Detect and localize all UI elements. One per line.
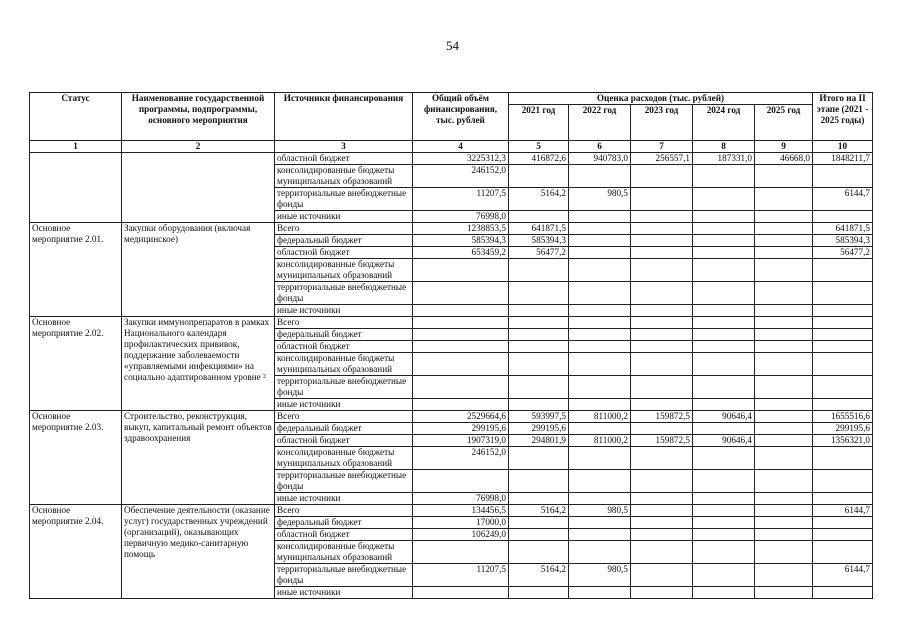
source-cell: Всего [275,223,413,235]
year-cell [693,282,755,305]
year-cell [631,188,693,211]
stage-total-cell [813,305,873,317]
year-cell [693,211,755,223]
source-cell: консолидированные бюджеты муниципальных образований [275,165,413,188]
year-cell: 187331,0 [693,153,755,165]
year-cell [569,235,631,247]
year-cell: 90646,4 [693,411,755,423]
stage-total-cell [813,165,873,188]
year-cell [569,399,631,411]
year-cell [693,423,755,435]
year-cell [693,247,755,259]
year-cell: 980,5 [569,188,631,211]
year-cell [755,493,813,505]
year-cell [569,247,631,259]
stage-total-cell: 585394,3 [813,235,873,247]
year-cell [569,282,631,305]
year-cell [755,529,813,541]
year-cell: 46668,0 [755,153,813,165]
stage-total-cell [813,317,873,329]
year-cell [755,329,813,341]
year-cell [693,529,755,541]
total-cell [413,305,509,317]
source-cell: территориальные внебюджетные фонды [275,470,413,493]
source-cell: консолидированные бюджеты муниципальных образований [275,259,413,282]
stage-total-cell [813,376,873,399]
source-cell: областной бюджет [275,529,413,541]
total-cell [413,376,509,399]
source-cell: иные источники [275,493,413,505]
year-cell: 811000,2 [569,411,631,423]
header-year: 2022 год [569,105,631,141]
year-cell [509,211,569,223]
stage-total-cell [813,529,873,541]
year-cell [569,165,631,188]
total-cell: 106249,0 [413,529,509,541]
total-cell [413,329,509,341]
year-cell [569,423,631,435]
year-cell: 641871,5 [509,223,569,235]
source-cell: Всего [275,411,413,423]
table-header [30,93,873,153]
year-cell [569,447,631,470]
year-cell [631,447,693,470]
source-cell: иные источники [275,305,413,317]
source-cell: областной бюджет [275,435,413,447]
stage-total-cell [813,282,873,305]
total-cell: 1907319,0 [413,435,509,447]
year-cell [693,376,755,399]
stage-total-cell: 1655516,6 [813,411,873,423]
column-number: 7 [631,141,693,153]
source-cell: федеральный бюджет [275,235,413,247]
table-body [30,153,873,599]
total-cell [413,399,509,411]
year-cell [693,541,755,564]
year-cell [755,470,813,493]
year-cell [631,329,693,341]
year-cell [631,259,693,282]
stage-total-cell: 56477,2 [813,247,873,259]
stage-total-cell [813,399,873,411]
stage-total-cell [813,211,873,223]
year-cell [755,305,813,317]
source-cell: иные источники [275,587,413,599]
source-cell: федеральный бюджет [275,329,413,341]
year-cell [631,235,693,247]
year-cell [569,470,631,493]
total-cell [413,353,509,376]
header-year: 2021 год [509,105,569,141]
total-cell [413,587,509,599]
source-cell: иные источники [275,399,413,411]
table-row [30,223,873,235]
source-cell: иные источники [275,211,413,223]
total-cell: 134456,5 [413,505,509,517]
year-cell: 5164,2 [509,505,569,517]
stage-total-cell [813,353,873,376]
year-cell [631,317,693,329]
year-cell [631,282,693,305]
year-cell: 5164,2 [509,188,569,211]
year-cell [755,587,813,599]
table-row [30,411,873,423]
year-cell [631,223,693,235]
year-cell: 980,5 [569,564,631,587]
year-cell [509,282,569,305]
year-cell [569,529,631,541]
column-number: 9 [755,141,813,153]
source-cell: территориальные внебюджетные фонды [275,188,413,211]
source-cell: территориальные внебюджетные фонды [275,282,413,305]
year-cell: 940783,0 [569,153,631,165]
column-number: 2 [122,141,275,153]
stage-total-cell [813,517,873,529]
source-cell: консолидированные бюджеты муниципальных образований [275,353,413,376]
year-cell: 416872,6 [509,153,569,165]
header-year: 2025 год [755,105,813,141]
year-cell [631,493,693,505]
header-year: 2023 год [631,105,693,141]
source-cell: областной бюджет [275,247,413,259]
year-cell [569,211,631,223]
year-cell [693,505,755,517]
stage-total-cell [813,493,873,505]
year-cell [631,564,693,587]
year-cell [755,211,813,223]
year-cell [631,505,693,517]
year-cell [509,329,569,341]
year-cell: 980,5 [569,505,631,517]
status-cell: Основное мероприятие 2.02. [30,317,122,411]
year-cell [631,247,693,259]
year-cell [693,564,755,587]
year-cell [509,517,569,529]
year-cell [693,329,755,341]
total-cell [413,341,509,353]
column-number: 4 [413,141,509,153]
year-cell [509,317,569,329]
year-cell [693,399,755,411]
total-cell [413,470,509,493]
year-cell [631,165,693,188]
year-cell [631,399,693,411]
total-cell: 11207,5 [413,564,509,587]
year-cell: 585394,3 [509,235,569,247]
stage-total-cell: 1848211,7 [813,153,873,165]
year-cell [693,165,755,188]
year-cell [569,541,631,564]
total-cell [413,317,509,329]
total-cell: 76998,0 [413,493,509,505]
year-cell [569,517,631,529]
year-cell [693,470,755,493]
source-cell: Всего [275,317,413,329]
stage-total-cell [813,341,873,353]
column-number-row [30,141,873,153]
status-cell: Основное мероприятие 2.04. [30,505,122,599]
year-cell [755,376,813,399]
year-cell [755,411,813,423]
year-cell [755,447,813,470]
total-cell: 17000,0 [413,517,509,529]
year-cell [755,165,813,188]
year-cell: 294801,9 [509,435,569,447]
stage-total-cell: 6144,7 [813,188,873,211]
year-cell: 90646,4 [693,435,755,447]
year-cell [693,235,755,247]
source-cell: федеральный бюджет [275,423,413,435]
table-row [30,153,873,165]
year-cell [631,376,693,399]
year-cell [755,223,813,235]
year-cell [509,541,569,564]
year-cell [631,305,693,317]
activity-name-cell: Закупки оборудования (включая медицинское) [122,223,275,317]
year-cell [755,317,813,329]
stage-total-cell [813,447,873,470]
year-cell [509,587,569,599]
source-cell: областной бюджет [275,153,413,165]
year-cell [509,353,569,376]
year-cell [569,223,631,235]
stage-total-cell [813,329,873,341]
year-cell [693,447,755,470]
total-cell: 299195,6 [413,423,509,435]
year-cell [509,376,569,399]
year-cell [755,235,813,247]
name-cell [122,153,275,223]
activity-name-cell: Обеспечение деятельности (оказание услуг) государственных учреждений (организаций), оказывающих первичную медико-санитарную помощь [122,505,275,599]
year-cell [693,353,755,376]
header-year: 2024 год [693,105,755,141]
year-cell [755,188,813,211]
column-number: 3 [275,141,413,153]
stage-total-cell: 299195,6 [813,423,873,435]
header-sources: Источники финансирования [275,93,413,141]
year-cell [509,529,569,541]
year-cell: 159872,5 [631,435,693,447]
year-cell [755,341,813,353]
year-cell [569,259,631,282]
year-cell [509,470,569,493]
activity-name-cell: Закупки иммунопрепаратов в рамках Национального календаря профилактических прививок, поддержание заболеваемости «управляемыми инфекциями» на социально адаптированном уровне ² [122,317,275,411]
source-cell: областной бюджет [275,341,413,353]
total-cell: 76998,0 [413,211,509,223]
source-cell: консолидированные бюджеты муниципальных образований [275,447,413,470]
year-cell: 256557,1 [631,153,693,165]
column-number: 8 [693,141,755,153]
year-cell [755,517,813,529]
header-total: Общий объём финансирования, тыс. рублей [413,93,509,141]
stage-total-cell [813,470,873,493]
year-cell [693,259,755,282]
year-cell: 299195,6 [509,423,569,435]
year-cell [755,564,813,587]
year-cell [569,317,631,329]
total-cell [413,541,509,564]
year-cell [755,541,813,564]
year-cell [631,423,693,435]
stage-total-cell [813,541,873,564]
total-cell: 246152,0 [413,447,509,470]
year-cell: 5164,2 [509,564,569,587]
year-cell [693,587,755,599]
year-cell [693,493,755,505]
year-cell [569,493,631,505]
header-stage-total: Итого на II этапе (2021 - 2025 годы) [813,93,873,141]
total-cell: 585394,3 [413,235,509,247]
year-cell: 159872,5 [631,411,693,423]
year-cell [631,341,693,353]
year-cell [693,188,755,211]
header-status: Статус [30,93,122,141]
year-cell [755,435,813,447]
year-cell [509,305,569,317]
year-cell [755,423,813,435]
year-cell [755,247,813,259]
total-cell: 3225312,3 [413,153,509,165]
source-cell: Всего [275,505,413,517]
status-cell: Основное мероприятие 2.03. [30,411,122,505]
year-cell [569,329,631,341]
year-cell [509,447,569,470]
stage-total-cell: 641871,5 [813,223,873,235]
stage-total-cell: 6144,7 [813,505,873,517]
year-cell [693,517,755,529]
total-cell: 1238853,5 [413,223,509,235]
year-cell [755,353,813,376]
year-cell [509,259,569,282]
year-cell [509,399,569,411]
year-cell [631,211,693,223]
year-cell [569,353,631,376]
source-cell: консолидированные бюджеты муниципальных образований [275,541,413,564]
status-cell [30,153,122,223]
year-cell [631,541,693,564]
year-cell [509,341,569,353]
year-cell [755,399,813,411]
year-cell [693,223,755,235]
year-cell [569,305,631,317]
column-number: 6 [569,141,631,153]
year-cell: 811000,2 [569,435,631,447]
year-cell [755,282,813,305]
total-cell: 653459,2 [413,247,509,259]
year-cell [509,493,569,505]
total-cell: 2529664,6 [413,411,509,423]
total-cell: 246152,0 [413,165,509,188]
year-cell [509,165,569,188]
column-number: 5 [509,141,569,153]
header-name: Наименование государственной программы, подпрограммы, основного мероприятия [122,93,275,141]
budget-table [29,92,873,599]
year-cell: 593997,5 [509,411,569,423]
year-cell [631,470,693,493]
year-cell [631,353,693,376]
stage-total-cell: 6144,7 [813,564,873,587]
stage-total-cell [813,587,873,599]
year-cell [755,259,813,282]
source-cell: территориальные внебюджетные фонды [275,564,413,587]
stage-total-cell [813,259,873,282]
year-cell [693,317,755,329]
activity-name-cell: Строительство, реконструкция, выкуп, капитальный ремонт объектов здравоохранения [122,411,275,505]
year-cell [631,529,693,541]
year-cell [569,376,631,399]
year-cell [693,305,755,317]
year-cell [755,505,813,517]
header-estimate: Оценка расходов (тыс. рублей) [509,93,813,105]
total-cell [413,282,509,305]
source-cell: федеральный бюджет [275,517,413,529]
year-cell [631,587,693,599]
year-cell: 56477,2 [509,247,569,259]
year-cell [569,587,631,599]
source-cell: территориальные внебюджетные фонды [275,376,413,399]
table-row [30,317,873,329]
year-cell [693,341,755,353]
page-number: 54 [446,38,459,53]
year-cell [569,341,631,353]
year-cell [631,517,693,529]
status-cell: Основное мероприятие 2.01. [30,223,122,317]
stage-total-cell: 1356321,0 [813,435,873,447]
total-cell [413,259,509,282]
column-number: 10 [813,141,873,153]
table-row [30,505,873,517]
total-cell: 11207,5 [413,188,509,211]
column-number: 1 [30,141,122,153]
